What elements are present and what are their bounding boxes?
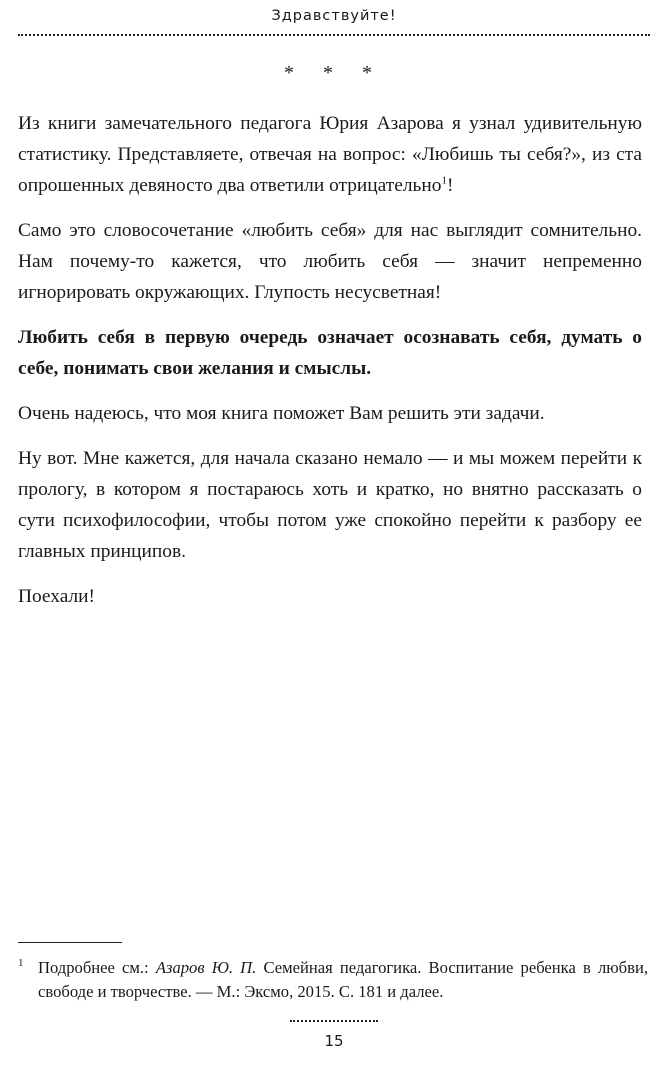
paragraph-1-text: Из книги замечательного педагога Юрия Азарова я узнал удивительную статистику. Представляете, отвечая на вопрос: «Любишь ты себя?», из ста опрошенных девяносто два ответили отрицательно bbox=[18, 113, 642, 196]
header-dotted-rule bbox=[18, 34, 650, 36]
paragraph-2: Само это словосочетание «любить себя» для нас выглядит сомнительно. Нам почему-то кажется, что любить себя — значит непременно игнорировать окружающих. Глупость несусветная! bbox=[18, 220, 642, 303]
paragraph-5: Ну вот. Мне кажется, для начала сказано немало — и мы можем перейти к прологу, в котором я постараюсь хоть и кратко, но внятно рассказать о сути психофилософии, чтобы потом уже спокойно перейти к разбору ее главных принципов. bbox=[18, 448, 642, 562]
paragraph-1 bbox=[18, 108, 642, 201]
footnote bbox=[18, 956, 648, 1004]
footnote-author: Азаров Ю. П. bbox=[155, 958, 257, 977]
paragraph-6: Поехали! bbox=[18, 586, 96, 607]
main-text bbox=[18, 108, 642, 626]
footnote-reference[interactable]: 1 bbox=[441, 174, 447, 187]
paragraph-3-bold: Любить себя в первую очередь означает осознавать себя, думать о себе, понимать свои желания и смыслы. bbox=[18, 327, 642, 379]
footnote-text bbox=[38, 956, 648, 1004]
footnote-rest: Семейная педагогика. Воспитание ребенка в любви, свободе и творчестве. — М.: Эксмо, 2015. С. 181 и далее. bbox=[38, 958, 648, 1001]
footnote-rule bbox=[18, 942, 122, 943]
footnote-number: 1 bbox=[18, 957, 24, 969]
page-number: 15 bbox=[324, 1032, 344, 1050]
footnote-lead: Подробнее см.: bbox=[38, 958, 156, 977]
footer-dotted-rule bbox=[290, 1020, 378, 1022]
section-divider-asterism: * * * bbox=[284, 62, 384, 84]
paragraph-1-end: ! bbox=[446, 175, 454, 196]
paragraph-4: Очень надеюсь, что моя книга поможет Вам решить эти задачи. bbox=[18, 403, 545, 424]
running-header-title: Здравствуйте! bbox=[271, 8, 397, 24]
